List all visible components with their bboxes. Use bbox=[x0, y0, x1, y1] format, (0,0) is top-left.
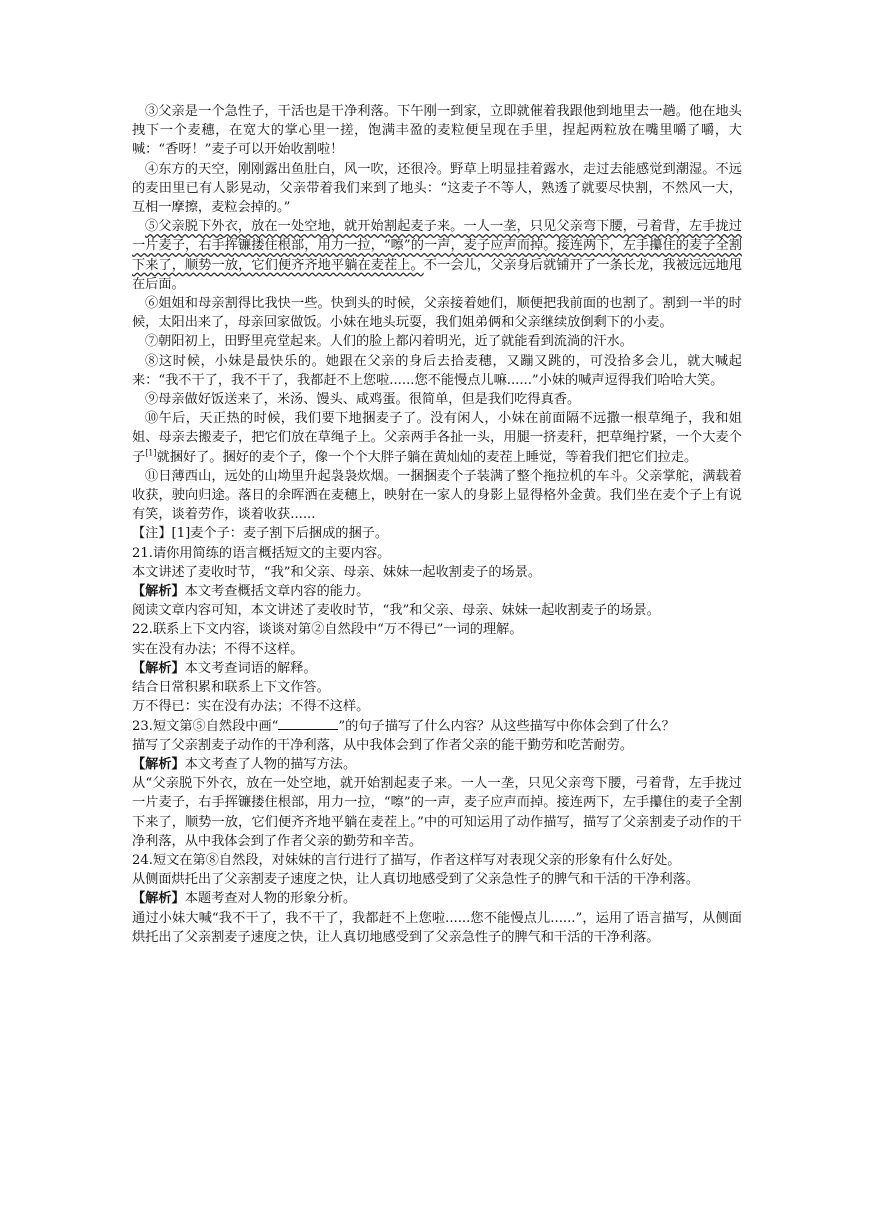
paragraph-6: ⑥姐姐和母亲割得比我快一些。快到头的时候，父亲接着她们，顺便把我前面的也割了。割到一半的时候，太阳出来了，母亲回家做饭。小妹在地头玩耍，我们姐弟俩和父亲继续放倒剩下的小麦。 bbox=[132, 296, 742, 331]
analysis-detail-22a: 结合日常积累和联系上下文作答。 bbox=[132, 680, 330, 696]
paragraph-9: ⑨母亲做好饭送来了，米汤、馒头、咸鸡蛋。很简单，但是我们吃得真香。 bbox=[145, 392, 581, 408]
answer-24: 从侧面烘托出了父亲割麦子速度之快，让人真切地感受到了父亲急性子的脾气和干活的干净利落。 bbox=[132, 872, 700, 888]
paragraph-10 bbox=[132, 409, 742, 467]
analysis-detail-23: 从“父亲脱下外衣，放在一处空地，就开始割起麦子来。一人一垄，只见父亲弯下腰，弓着背，左手拢过一片麦子，右手挥镰搂住根部，用力一拉，“嚓”的一声，麦子应声而掉。接连两下，左手攥住的麦子全割下来了，顺势一放，它们便齐齐地平躺在麦茬上。”中的可知运用了动作描写，描写了父亲割麦子动作的干净利落，从中我体会到了作者父亲的勤劳和辛苦。 bbox=[132, 776, 742, 849]
analysis-23 bbox=[132, 755, 742, 774]
analysis-detail-24: 通过小妹大喊“我不干了，我不干了，我都赶不上您啦......您不能慢点儿......”，运用了语言描写，从侧面烘托出了父亲割麦子速度之快，让人真切地感受到了父亲急性子的脾气和干活的干净利落。 bbox=[132, 910, 742, 945]
answer-23: 描写了父亲割麦子动作的干净利落，从中我体会到了作者父亲的能干勤劳和吃苦耐劳。 bbox=[132, 737, 634, 753]
analysis-text: 本文考查词语的解释。 bbox=[184, 660, 317, 676]
paragraph-5-rest: 不一会儿，父亲身后就铺开了一条长龙，我被远远地甩在后面。 bbox=[132, 257, 743, 292]
analysis-text: 本文考查概括文章内容的能力。 bbox=[184, 584, 370, 600]
analysis-22 bbox=[132, 659, 742, 678]
paragraph-8: ⑧这时候，小妹是最快乐的。她跟在父亲的身后去拾麦穗，又蹦又跳的，可没拾多会儿，就大喊起来：“我不干了，我不干了，我都赶不上您啦......您不能慢点儿嘛......”小妹的喊声逗得我们哈哈大笑。 bbox=[132, 353, 742, 388]
underlined-sentence: ⑤父亲脱下外衣，放在一处空地，就开始割起麦子来。一人一垄，只见父亲弯下腰，弓着背，左手拢过一片麦子，右手挥镰搂住根部，用力一拉，“嚓”的一声，麦子应声而掉。接连两下，左手攥住的麦子全割下来了，顺势一放，它们便齐齐地平躺在麦茬上。 bbox=[132, 219, 742, 273]
paragraph-10-part-b: 就捆好了。捆好的麦个子，像一个个大胖子躺在黄灿灿的麦茬上睡觉，等着我们把它们拉走。 bbox=[156, 449, 698, 465]
analysis-label: 【解析】 bbox=[132, 660, 185, 676]
analysis-label: 【解析】 bbox=[132, 584, 185, 600]
paragraph-3: ③父亲是一个急性子，干活也是干净利落。下午刚一到家，立即就催着我跟他到地里去一趟。他在地头拽下一个麦穗，在宽大的掌心里一搓，饱满丰盈的麦粒便呈现在手里，捏起两粒放在嘴里嚼了嚼，大喊：“香呀！”麦子可以开始收割啦！ bbox=[132, 104, 742, 158]
analysis-label: 【解析】 bbox=[132, 756, 185, 772]
paragraph-5 bbox=[132, 217, 742, 294]
question-22: 22.联系上下文内容，谈谈对第②自然段中“万不得已”一词的理解。 bbox=[132, 622, 523, 638]
question-23-part-b: ”的句子描写了什么内容？从这些描写中你体会到了什么？ bbox=[338, 718, 675, 734]
footnote: 【注】[1]麦个子：麦子割下后捆成的捆子。 bbox=[132, 526, 389, 542]
document-body bbox=[132, 102, 742, 947]
paragraph-10-part-a: ⑩午后，天正热的时候，我们要下地捆麦子了。没有闲人，小妹在前面隔不远撒一根草绳子，我和姐姐、母亲去搬麦子，把它们放在草绳子上。父亲两手各扯一头，用腿一挤麦秆，把草绳拧紧，一个大麦个子 bbox=[132, 411, 742, 465]
wavy-underline-sample bbox=[278, 717, 338, 730]
paragraph-11: ⑪日薄西山，远处的山坳里升起袅袅炊烟。一捆捆麦个子装满了整个拖拉机的车斗。父亲掌舵，满载着收获，驶向归途。落日的余晖洒在麦穗上，映射在一家人的身影上显得格外金黄。我们坐在麦个子上有说有笑，谈着劳作，谈着收获...... bbox=[132, 468, 742, 523]
paragraph-7: ⑦朝阳初上，田野里亮堂起来。人们的脸上都闪着明光，近了就能看到流淌的汗水。 bbox=[145, 334, 633, 350]
question-21: 21.请你用简练的语言概括短文的主要内容。 bbox=[132, 545, 391, 561]
answer-21: 本文讲述了麦收时节，“我”和父亲、母亲、妹妹一起收割麦子的场景。 bbox=[132, 564, 542, 580]
analysis-21 bbox=[132, 582, 742, 601]
analysis-24 bbox=[132, 889, 742, 908]
analysis-text: 本题考查对人物的形象分析。 bbox=[184, 891, 357, 907]
analysis-detail-21: 阅读文章内容可知，本文讲述了麦收时节，“我”和父亲、母亲、妹妹一起收割麦子的场景。 bbox=[132, 603, 660, 619]
paragraph-4: ④东方的天空，刚刚露出鱼肚白，风一吹，还很冷。野草上明显挂着露水，走过去能感觉到潮湿。不远的麦田里已有人影晃动，父亲带着我们来到了地头：“这麦子不等人，熟透了就要尽快割，不然风一大，互相一摩擦，麦粒会掉的。” bbox=[132, 161, 742, 216]
question-24: 24.短文在第⑧自然段，对妹妹的言行进行了描写，作者这样写对表现父亲的形象有什么好处。 bbox=[132, 852, 681, 868]
question-23-part-a: 23.短文第⑤自然段中画“ bbox=[132, 718, 279, 734]
footnote-marker: [1] bbox=[145, 448, 157, 458]
analysis-detail-22b: 万不得已：实在没有办法；不得不这样。 bbox=[132, 699, 370, 715]
answer-22: 实在没有办法；不得不这样。 bbox=[132, 641, 304, 657]
question-23 bbox=[132, 717, 742, 736]
analysis-label: 【解析】 bbox=[132, 891, 185, 907]
analysis-text: 本文考查了人物的描写方法。 bbox=[184, 756, 357, 772]
